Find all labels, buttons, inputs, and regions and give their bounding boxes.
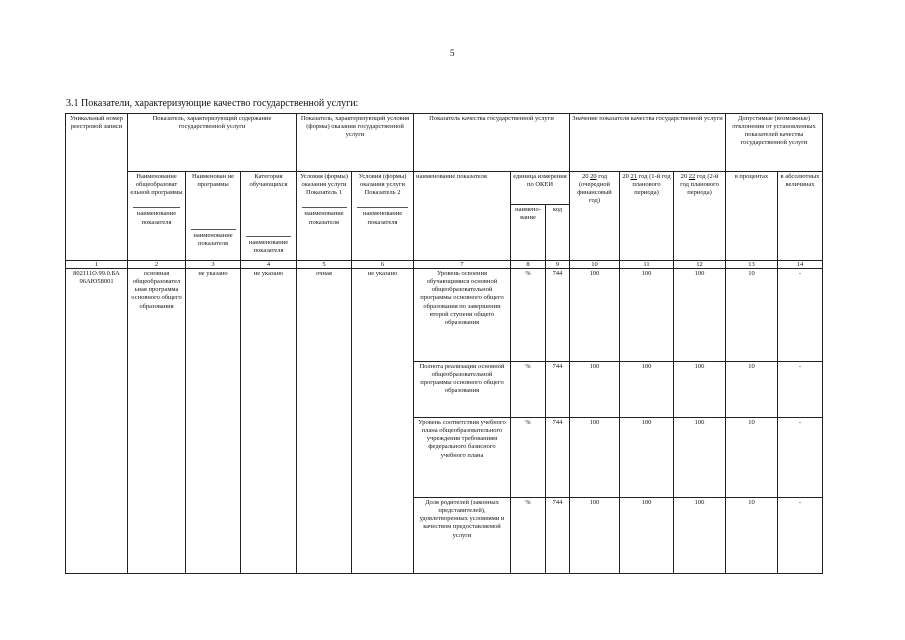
indicator-value-2: 100 (620, 498, 674, 574)
column-number: 2 (128, 261, 186, 269)
record-condition-1: очная (297, 269, 352, 574)
label-indicator-name-3: наименование показателя (248, 239, 289, 255)
indicator-name: Уровень соответствия учебного плана общеобразовательного учреждения требованиям федерального базисного учебного плана (414, 418, 511, 498)
indicator-value-2: 100 (620, 418, 674, 498)
subheader-quality-name: наименование показателя (414, 172, 511, 261)
record-program: основная общеобразовател ьная программа основного общего образования (128, 269, 186, 574)
indicator-code: 744 (546, 362, 570, 418)
subheader-deviation-percent: в процентах (726, 172, 778, 261)
subheader-programs: Наименован ие программы наименование показателя (186, 172, 241, 261)
label-indicator-name-4: наименование показателя (304, 210, 344, 226)
indicator-value-3: 100 (674, 418, 726, 498)
header-content-group: Показатель, характеризующий содержание государственной услуги (128, 114, 297, 172)
label-indicator-name-5: наименование показателя (362, 210, 403, 226)
registry-code: 802111О.99.0.БА 96АЮ58001 (66, 269, 128, 574)
indicator-value-1: 100 (570, 418, 620, 498)
subheader-condition-2: Условия (формы) оказания услуги Показатель 2 наименование показателя (352, 172, 414, 261)
column-number: 8 (511, 261, 546, 269)
quality-indicators-table (65, 113, 823, 574)
section-title: 3.1 Показатели, характеризующие качество государственной услуги: (66, 98, 359, 109)
indicator-unit: % (511, 269, 546, 362)
subheader-category: Категория обучающихся наименование показателя (241, 172, 297, 261)
indicator-deviation-absolute: - (778, 269, 823, 362)
subheader-unit-code: код (546, 205, 570, 261)
column-number: 3 (186, 261, 241, 269)
column-number: 11 (620, 261, 674, 269)
page-number: 5 (450, 48, 455, 58)
indicator-value-1: 100 (570, 269, 620, 362)
indicator-unit: % (511, 498, 546, 574)
record-condition-2: не указано (352, 269, 414, 574)
indicator-code: 744 (546, 498, 570, 574)
subheader-program: Наименование общеобразоват ельной программы наименование показателя (128, 172, 186, 261)
indicator-code: 744 (546, 418, 570, 498)
indicator-deviation-absolute: - (778, 418, 823, 498)
column-number: 5 (297, 261, 352, 269)
header-deviation-group: Допустимые (возможные) отклонения от установленных показателей качества государственной услуги (726, 114, 823, 172)
column-number: 10 (570, 261, 620, 269)
column-number: 7 (414, 261, 511, 269)
column-number: 12 (674, 261, 726, 269)
column-number: 6 (352, 261, 414, 269)
column-number: 14 (778, 261, 823, 269)
header-values-group: Значение показателя качества государственной услуги (570, 114, 726, 172)
column-number: 4 (241, 261, 297, 269)
indicator-value-1: 100 (570, 498, 620, 574)
indicator-value-1: 100 (570, 362, 620, 418)
indicator-name: Уровень освоения обучающимися основной общеобразовательной программы основного общего образования по завершении второй ступени общего образования (414, 269, 511, 362)
indicator-deviation-absolute: - (778, 498, 823, 574)
indicator-deviation-percent: 10 (726, 269, 778, 362)
indicator-value-2: 100 (620, 269, 674, 362)
indicator-unit: % (511, 418, 546, 498)
header-quality-group: Показатель качества государственной услуги (414, 114, 570, 172)
indicator-value-3: 100 (674, 362, 726, 418)
label-indicator-name-1: наименование показателя (136, 210, 177, 226)
subheader-year-2: 20 21 год (1-й год планового периода) (620, 172, 674, 261)
record-programs: не указано (186, 269, 241, 574)
subheader-condition-1: Условия (формы) оказания услуги Показатель 1 наименование показателя (297, 172, 352, 261)
indicator-name: Доля родителей (законных представителей), удовлетворенных условиями и качеством предоставляемой услуги (414, 498, 511, 574)
indicator-value-2: 100 (620, 362, 674, 418)
indicator-deviation-percent: 10 (726, 362, 778, 418)
indicator-code: 744 (546, 269, 570, 362)
record-category: не указано (241, 269, 297, 574)
column-number: 13 (726, 261, 778, 269)
label-indicator-name-2: наименование показателя (193, 232, 233, 248)
header-conditions-group: Показатель, характеризующий условия (формы) оказания государственной услуги (297, 114, 414, 172)
subheader-unit-okei: единица измерения по ОКЕИ (511, 172, 570, 205)
indicator-deviation-percent: 10 (726, 418, 778, 498)
indicator-deviation-percent: 10 (726, 498, 778, 574)
indicator-name: Полнота реализации основной общеобразовательной программы основного общего образования (414, 362, 511, 418)
indicator-value-3: 100 (674, 498, 726, 574)
subheader-year-1: 20 20 год (очередной финансовый год) (570, 172, 620, 261)
subheader-year-3: 20 22 год (2-й год планового периода) (674, 172, 726, 261)
subheader-deviation-absolute: в абсолютных величинах (778, 172, 823, 261)
subheader-unit-name: наимено-вание (511, 205, 546, 261)
column-number: 1 (66, 261, 128, 269)
indicator-deviation-absolute: - (778, 362, 823, 418)
indicator-value-3: 100 (674, 269, 726, 362)
column-number: 9 (546, 261, 570, 269)
indicator-unit: % (511, 362, 546, 418)
table-row (66, 269, 823, 362)
header-registry-number: Уникальный номер реестровой записи (66, 114, 128, 261)
